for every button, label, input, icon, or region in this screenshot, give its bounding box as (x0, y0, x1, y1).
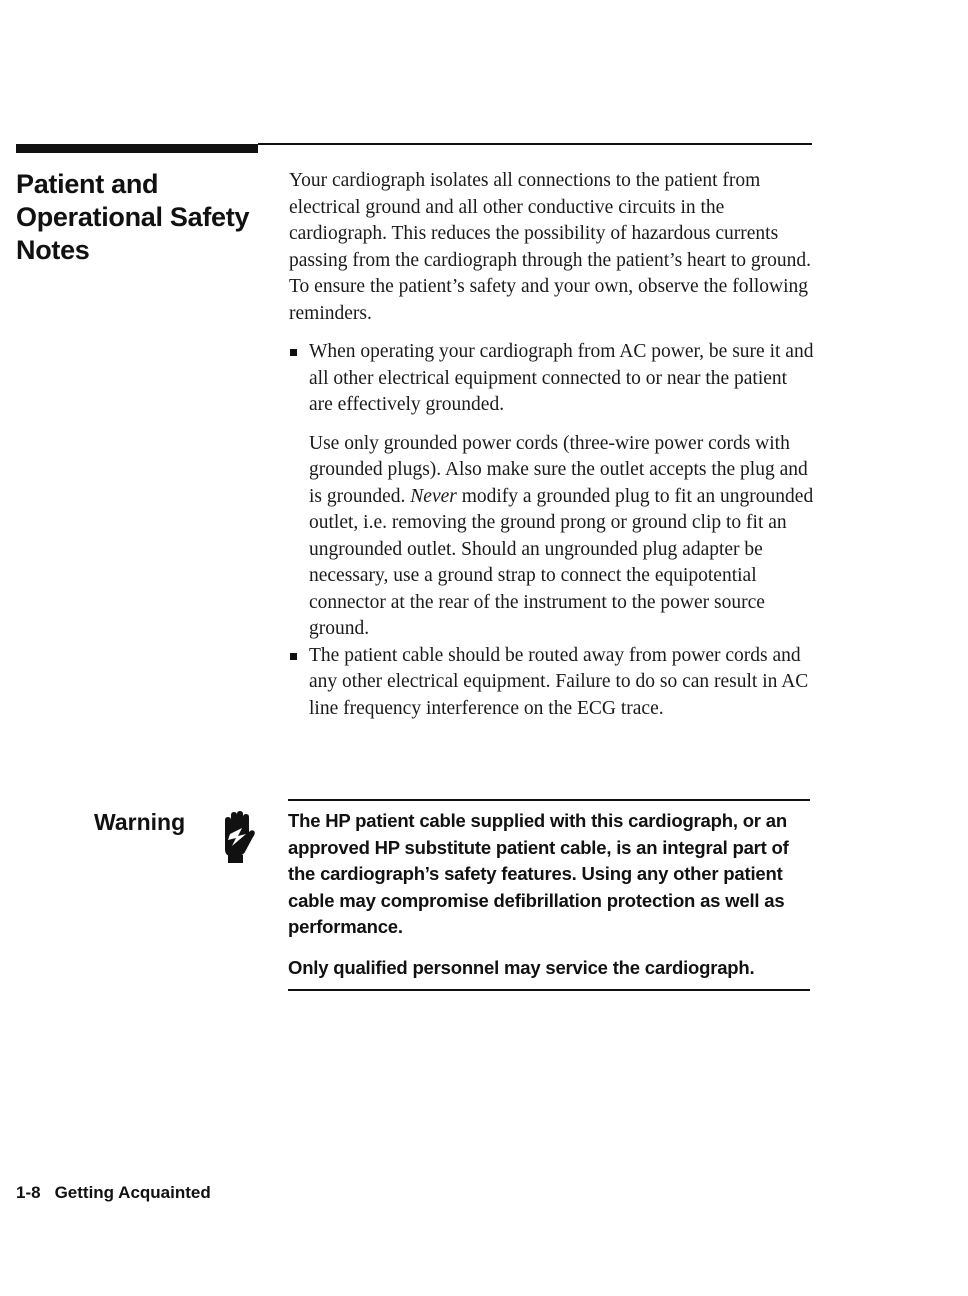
warning-text-service: Only qualified personnel may service the cardiograph. (288, 956, 755, 978)
bullet-text-cable-routing: The patient cable should be routed away from power cords and any other electrical equipment. Failure to do so can result in AC line frequency interference on the ECG trace. (309, 644, 809, 719)
never-emphasis: Never (410, 485, 457, 507)
body-column (289, 168, 815, 734)
square-bullet-icon (290, 653, 297, 660)
bullet-item-grounding (289, 339, 815, 419)
section-heading-line3: Notes (16, 235, 90, 265)
square-bullet-icon (290, 349, 297, 356)
page-footer (16, 1182, 211, 1204)
grounding-details-paragraph (289, 431, 815, 643)
bullet-item-cable-routing (289, 643, 815, 723)
stop-hand-icon (216, 810, 258, 864)
warning-label: Warning (94, 809, 186, 835)
warning-body (288, 808, 816, 995)
warning-rule-top (288, 799, 810, 801)
intro-paragraph: Your cardiograph isolates all connections to the patient from electrical ground and all other conductive circuits in the cardiograph. This reduces the possibility of hazardous currents passing from the cardiograph through the patient’s heart to ground. To ensure the patient’s safety and your own, observe the following reminders. (289, 170, 812, 324)
bullet-text-grounding: When operating your cardiograph from AC power, be sure it and all other electrical equipment connected to or near the patient are effectively grounded. (309, 341, 814, 415)
page-number: 1-8 (16, 1183, 41, 1202)
section-rule-thick (16, 144, 258, 153)
section-rule-thin (258, 143, 812, 145)
section-heading-line1: Patient and (16, 169, 159, 199)
chapter-title: Getting Acquainted (54, 1183, 211, 1202)
warning-text-cable: The HP patient cable supplied with this cardiograph, or an approved HP substitute patient cable, is an integral part of the cardiograph’s safety features. Using any other patient cable may compromise defibrillation protection as well as performance. (288, 810, 789, 937)
grounding-details-part1: Use only grounded power cords (three-wire power cords with grounded plugs). Also make sure the outlet accepts the plug and is grounded. (309, 432, 808, 507)
warning-rule-bottom (288, 989, 810, 991)
section-heading-line2: Operational Safety (16, 202, 250, 232)
grounding-details-part2: modify a grounded plug to fit an ungrounded outlet, i.e. removing the ground prong or ground clip to fit an ungrounded outlet. Should an ungrounded plug adapter be necessary, use a ground strap to connect the equipotential connector at the rear of the instrument to the power source ground. (309, 485, 814, 639)
section-heading (16, 168, 276, 267)
